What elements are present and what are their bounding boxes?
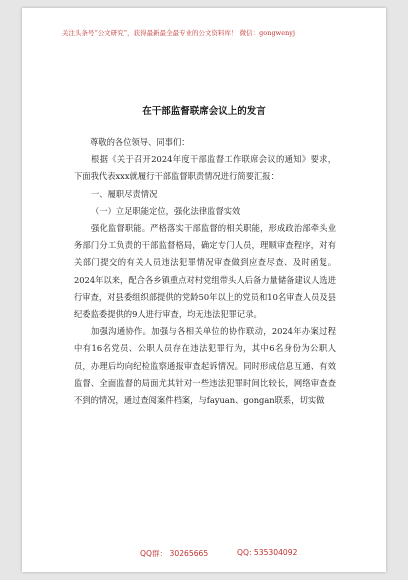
salutation: 尊敬的各位领导、同事们： [90, 137, 190, 147]
paragraph-coordination: 加强沟通协作。加强与各相关单位的协作联动，2024年办案过程中有16名党员、公职人员存在违法犯罪行为，其中6名身份为公职人员，办理后均向纪检监察通报审查起诉情况。同时形成信息互通、有效监督、全面监督的局面尤其针对一些违法犯罪时间比较长，网络审查查不到的情况，通过查阅案件档案，与fayuan、gongan联系，切实做 [74, 326, 336, 406]
section-heading: 一、履职尽责情况 [91, 188, 158, 199]
document-title: 在干部监督联席会议上的发言 [142, 106, 266, 117]
subsection-heading: （一）立足职能定位，强化法律监督实效 [91, 205, 241, 216]
qq-contact-label: QQ: 535304092 [237, 548, 298, 557]
document-body [74, 130, 336, 409]
paragraph-supervision: 强化监督职能。严格落实干部监督的相关职能，形成政治部牵头业务部门分工负责的干部监督格局，确定专门人员，理顺审查程序，对有关部门提交的有关人员违法犯罪情况审查做到应查尽查、及时函复。2024年以来，配合各乡镇重点对村党组带头人后备力量储备建议人选进行审查，对县委组织部提供的党龄50年以上的党员和10名审查人员及县纪委监委提供的9人进行审查，均无违法犯罪记录。 [74, 223, 336, 320]
document-page [22, 8, 386, 572]
qq-group-label: QQ群： 30265665 [140, 549, 209, 558]
promo-header: 关注头条号“公文研究”，获得最新最全最专业的公文资料库！ 微信：gongwenyj [62, 29, 296, 37]
paragraph-intro: 根据《关于召开2024年度干部监督工作联席会议的通知》要求，下面我代表xxx就履行干部监督职责情况进行简要汇报： [74, 154, 336, 182]
